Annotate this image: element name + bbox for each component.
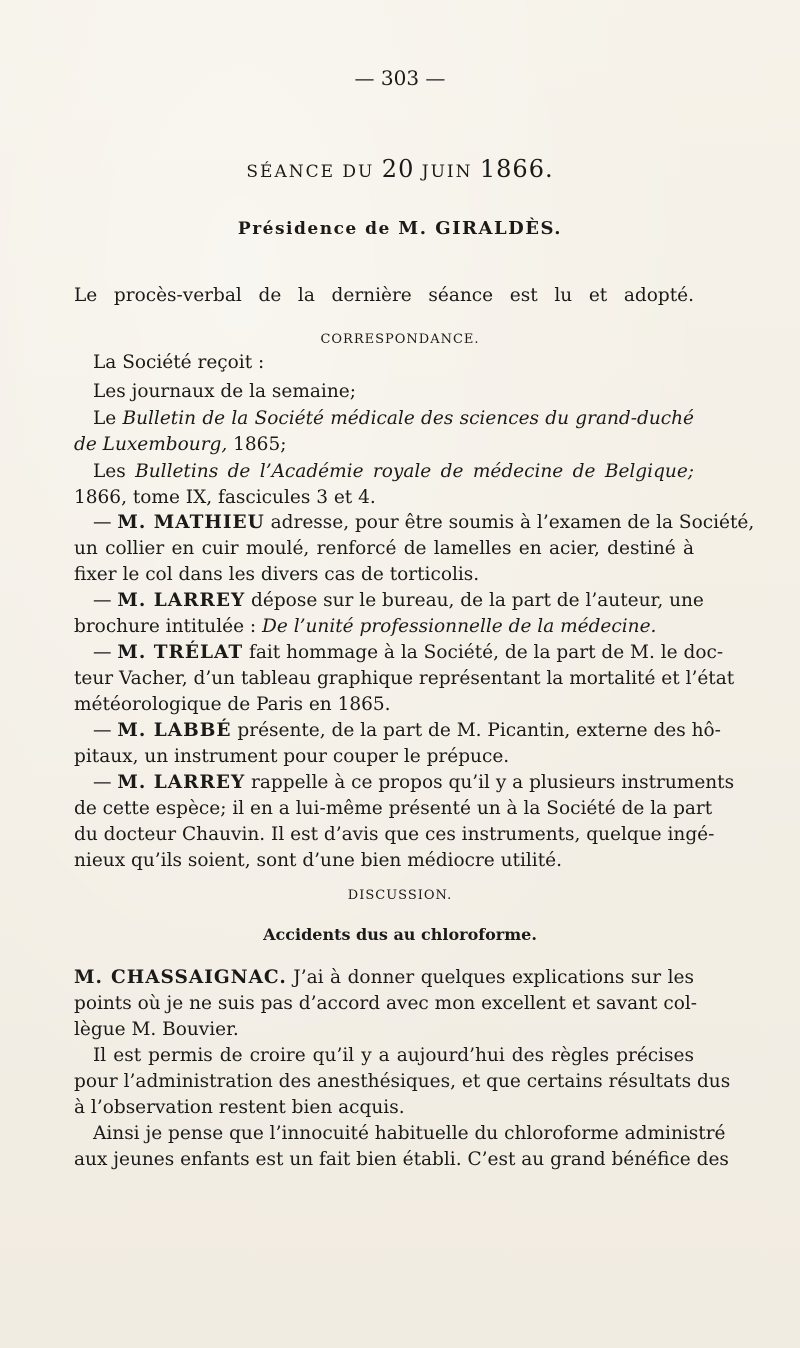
chassaignac-line-1 (74, 967, 694, 988)
larrey-line-1 (93, 590, 704, 611)
speaker-name: M. LABBÉ (117, 720, 232, 741)
speaker-name: M. LARREY (117, 772, 246, 793)
intro-line: Le procès-verbal de la dernière séance est lu et adopté. (74, 285, 694, 306)
corr-line-1: La Société reçoit : (93, 352, 265, 373)
chassaignac-line-3: lègue M. Bouvier. (74, 1019, 239, 1040)
corr-line-2: Les journaux de la semaine; (93, 381, 356, 402)
chassaignac-text-1: J’ai à donner quelques explications sur les (286, 967, 695, 988)
dash: — (93, 512, 118, 533)
mathieu-line-1 (93, 512, 755, 533)
seance-prefix: SÉANCE DU (246, 162, 375, 182)
luxembourg-title-end: de Luxembourg, (74, 434, 228, 455)
labbe-line-1 (93, 720, 721, 741)
trelat-text-1: fait hommage à la Société, de la part de M. le doc- (243, 642, 724, 663)
chassaignac-line-2: points où je ne suis pas d’accord avec mon excellent et savant col- (74, 993, 698, 1014)
larrey2-line-4: nieux qu’ils soient, sont d’une bien médiocre utilité. (74, 850, 562, 871)
speaker-name: M. LARREY (117, 590, 246, 611)
corr-line-3 (93, 408, 694, 429)
para2-line-1: Il est permis de croire qu’il y a aujourd’hui des règles précises (93, 1045, 694, 1066)
corr-line-4-year: 1865; (227, 434, 287, 455)
larrey2-line-1 (93, 772, 735, 793)
presidence-prefix: Présidence de (237, 219, 391, 239)
seance-month: JUIN (421, 162, 473, 182)
corr-line-6: 1866, tome IX, fascicules 3 et 4. (74, 487, 376, 508)
trelat-line-2: teur Vacher, d’un tableau graphique représentant la mortalité et l’état (74, 668, 735, 689)
larrey2-text-1: rappelle à ce propos qu’il y a plusieurs instruments (245, 772, 735, 793)
brochure-title: De l’unité professionnelle de la médecine. (262, 616, 657, 637)
bulletins-belgique-title: Bulletins de l’Académie royale de médecine de Belgique; (135, 461, 695, 482)
larrey2-line-2: de cette espèce; il en a lui-même présenté un à la Société de la part (74, 798, 713, 819)
para3-line-2: aux jeunes enfants est un fait bien établi. C’est au grand bénéfice des (74, 1149, 729, 1170)
larrey-text-2a: brochure intitulée : (74, 616, 263, 637)
para3-line-1: Ainsi je pense que l’innocuité habituelle du chloroforme administré (93, 1123, 726, 1144)
discussion-title: DISCUSSION. (347, 888, 453, 903)
dash: — (93, 720, 118, 741)
seance-day: 20 (381, 155, 415, 183)
discussion-subtitle: Accidents dus au chloroforme. (263, 925, 537, 944)
trelat-line-1 (93, 642, 724, 663)
trelat-line-3: météorologique de Paris en 1865. (74, 694, 391, 715)
mathieu-line-3: fixer le col dans les divers cas de torticolis. (74, 564, 480, 585)
speaker-name: M. MATHIEU (117, 512, 265, 533)
para2-line-3: à l’observation restent bien acquis. (74, 1097, 405, 1118)
seance-year: 1866. (479, 155, 554, 183)
larrey-line-2 (74, 616, 656, 637)
para2-line-2: pour l’administration des anesthésiques, et que certains résultats dus (74, 1071, 731, 1092)
larrey-text-1: dépose sur le bureau, de la part de l’auteur, une (245, 590, 704, 611)
speaker-name: M. TRÉLAT (117, 642, 244, 663)
mathieu-text-1: adresse, pour être soumis à l’examen de la Société, (264, 512, 755, 533)
corr-line-3-prefix: Le (93, 408, 123, 429)
bulletin-luxembourg-title: Bulletin de la Société médicale des sciences du grand-duché (122, 408, 694, 429)
seance-title (0, 155, 800, 183)
speaker-name: M. CHASSAIGNAC. (74, 967, 287, 988)
dash: — (93, 590, 118, 611)
corr-line-5-prefix: Les (93, 461, 136, 482)
dash: — (93, 772, 118, 793)
correspondance-title: CORRESPONDANCE. (320, 332, 480, 347)
labbe-text-1: présente, de la part de M. Picantin, externe des hô- (231, 720, 721, 741)
corr-line-5 (93, 461, 694, 482)
presidence-heading (0, 218, 800, 239)
corr-line-4 (74, 434, 286, 455)
larrey2-line-3: du docteur Chauvin. Il est d’avis que ces instruments, quelque ingé- (74, 824, 715, 845)
presidence-name: M. GIRALDÈS. (398, 218, 563, 239)
mathieu-line-2: un collier en cuir moulé, renforcé de lamelles en acier, destiné à (74, 538, 694, 559)
labbe-line-2: pitaux, un instrument pour couper le prépuce. (74, 746, 510, 767)
page-number: — 303 — (354, 66, 446, 90)
dash: — (93, 642, 118, 663)
